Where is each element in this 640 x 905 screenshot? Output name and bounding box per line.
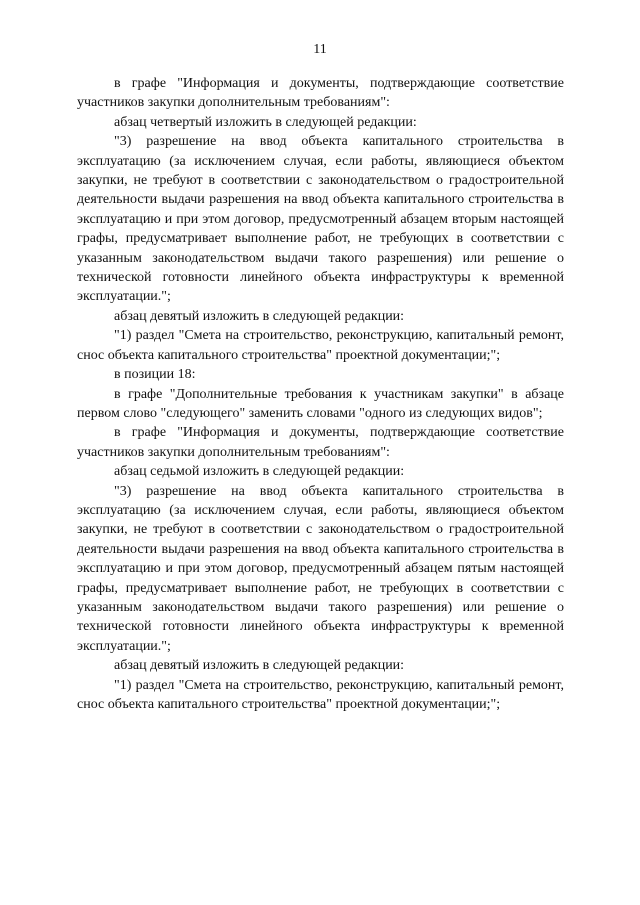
paragraph-5: "1) раздел "Смета на строительство, реконструкцию, капитальный ремонт, снос объекта капитального строительства" проектной документации;"; (77, 328, 564, 363)
paragraph-10: "3) разрешение на ввод объекта капитального строительства в эксплуатацию (за исключением случая, если работы, являющиеся объектом закупки, не требуют в соответствии с законодательством о градостроительной деятельности выдачи разрешения на ввод объекта капитального строительства в эксплуатацию и при этом договор, предусмотренный абзацем пятым настоящей графы, предусматривает выполнение работ, не требующих в соответствии с указанным законодательством выдачи такого разрешения) или решение о технической готовности линейного объекта инфраструктуры к временной эксплуатации."; (77, 483, 564, 654)
paragraph-7: в графе "Дополнительные требования к участникам закупки" в абзаце первом слово "следующего" заменить словами "одного из следующих видов"; (77, 386, 564, 421)
paragraph-1: в графе "Информация и документы, подтверждающие соответствие участников закупки дополнительным требованиям": (77, 76, 564, 111)
document-body (77, 74, 564, 714)
paragraph-8: в графе "Информация и документы, подтверждающие соответствие участников закупки дополнительным требованиям": (77, 425, 564, 460)
paragraph-6: в позиции 18: (114, 367, 196, 383)
paragraph-4: абзац девятый изложить в следующей редакции: (114, 308, 405, 324)
page-number: 11 (313, 42, 327, 57)
paragraph-11: абзац девятый изложить в следующей редакции: (114, 658, 405, 674)
paragraph-12: "1) раздел "Смета на строительство, реконструкцию, капитальный ремонт, снос объекта капитального строительства" проектной документации;"; (77, 677, 564, 712)
paragraph-9: абзац седьмой изложить в следующей редакции: (114, 464, 405, 480)
paragraph-3: "3) разрешение на ввод объекта капитального строительства в эксплуатацию (за исключением случая, если работы, являющиеся объектом закупки, не требуют в соответствии с законодательством о градостроительной деятельности выдачи разрешения на ввод объекта капитального строительства в эксплуатацию и при этом договор, предусмотренный абзацем вторым настоящей графы, предусматривает выполнение работ, не требующих в соответствии с указанным законодательством выдачи такого разрешения) или решение о технической готовности линейного объекта инфраструктуры к временной эксплуатации."; (77, 134, 564, 305)
paragraph-2: абзац четвертый изложить в следующей редакции: (114, 114, 417, 130)
